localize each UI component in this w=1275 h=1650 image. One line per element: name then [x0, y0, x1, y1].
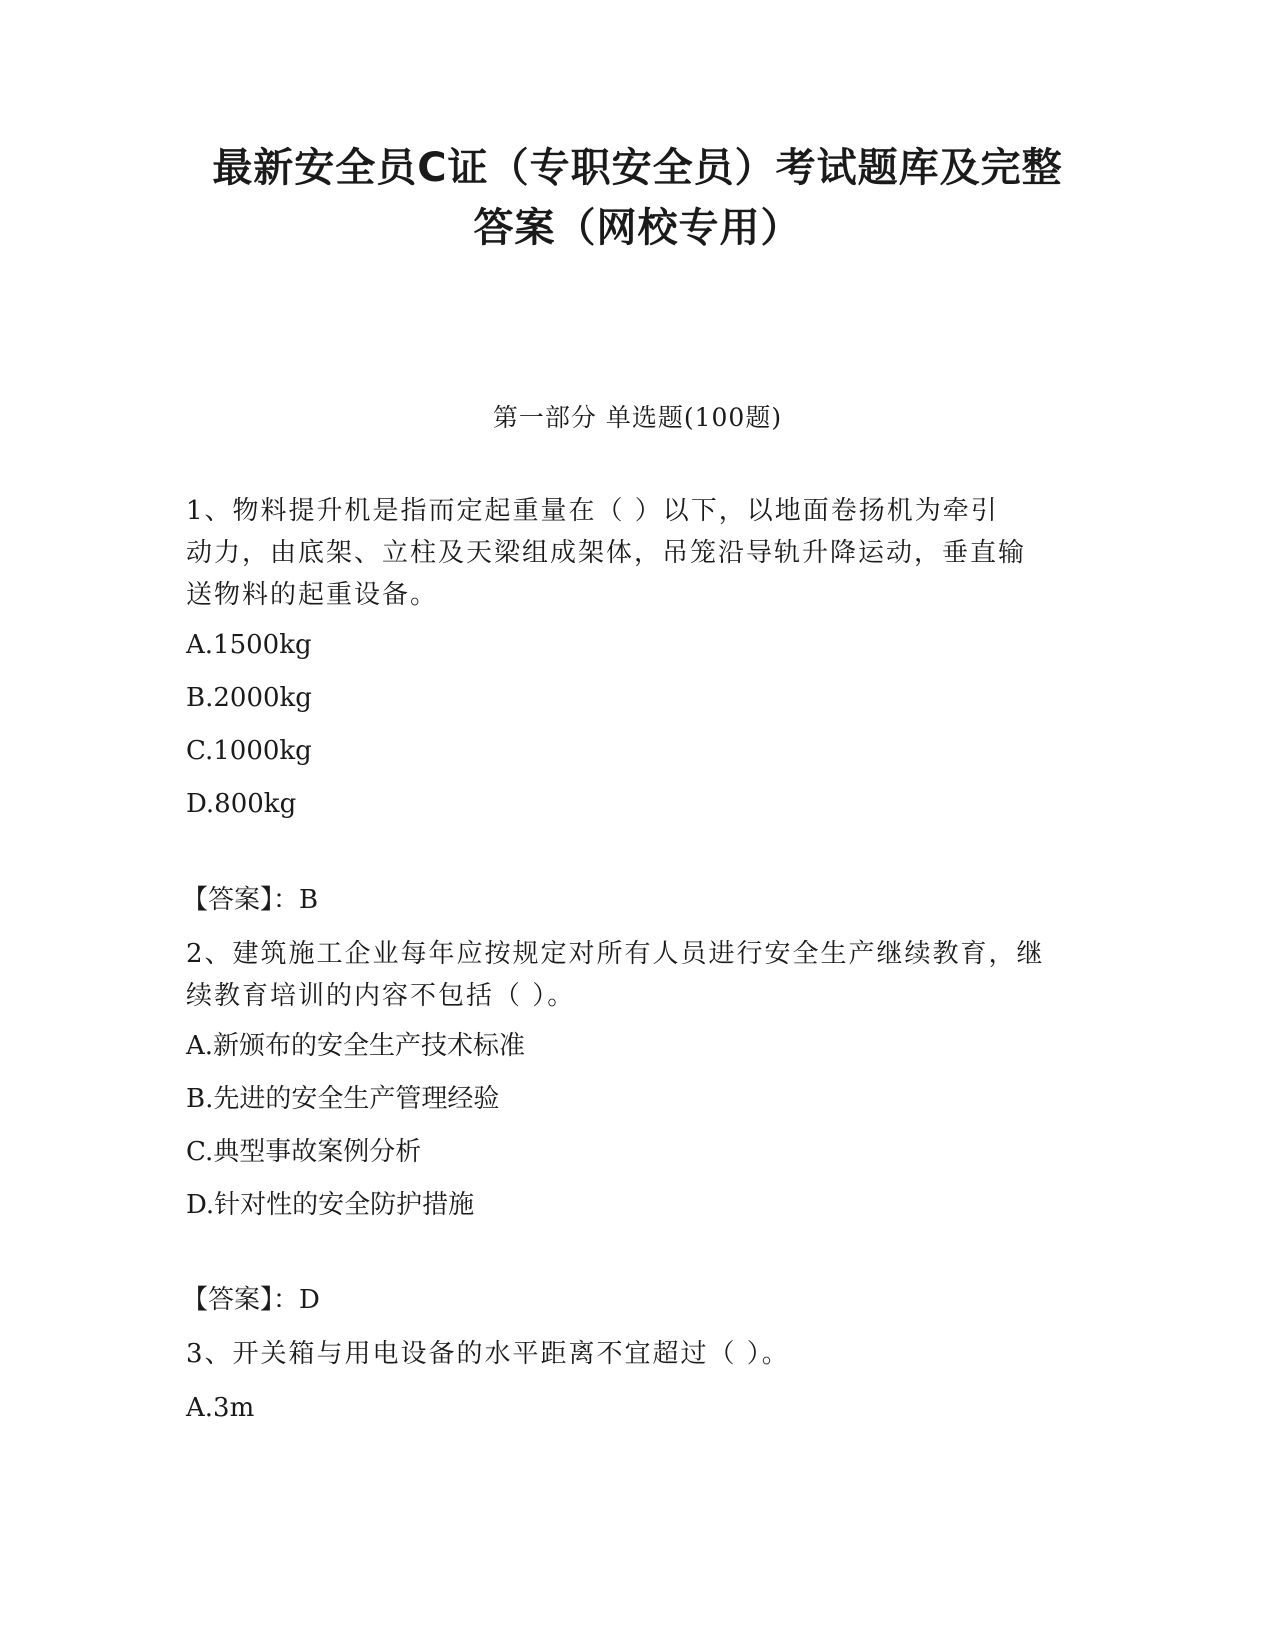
answer-option: D.针对性的安全防护措施	[186, 1190, 475, 1220]
question-text-line: 动力，由底架、立柱及天梁组成架体，吊笼沿导轨升降运动，垂直输	[186, 538, 1027, 568]
section-heading: 第一部分 单选题(100题)	[492, 403, 783, 432]
question-text	[186, 933, 1086, 1017]
answer-key: 【答案】：B	[182, 885, 319, 915]
answer-option: B.先进的安全生产管理经验	[186, 1084, 500, 1114]
question-text	[186, 1333, 1086, 1375]
answer-option: B.2000kg	[186, 683, 312, 713]
answer-key: 【答案】：D	[182, 1285, 320, 1315]
question-text-line: 1、物料提升机是指而定起重量在（ ）以下，以地面卷扬机为牵引	[186, 496, 999, 526]
answer-option: A.新颁布的安全生产技术标准	[186, 1031, 526, 1061]
question-text	[186, 490, 1086, 616]
answer-option: A.3m	[186, 1393, 255, 1423]
answer-option: A.1500kg	[186, 630, 312, 660]
question-text-line: 2、建筑施工企业每年应按规定对所有人员进行安全生产继续教育，继	[186, 939, 1045, 969]
answer-option: C.1000kg	[186, 736, 312, 766]
question-text-line: 送物料的起重设备。	[186, 580, 439, 610]
question-text-line: 续教育培训的内容不包括（ ）。	[186, 981, 576, 1011]
document-title-line: 最新安全员C证（专职安全员）考试题库及完整	[212, 145, 1063, 191]
document-title	[150, 138, 1125, 258]
answer-option: D.800kg	[186, 789, 297, 819]
document-title-line: 答案（网校专用）	[473, 205, 802, 251]
question-text-line: 3、开关箱与用电设备的水平距离不宜超过（ ）。	[186, 1339, 790, 1369]
answer-option: C.典型事故案例分析	[186, 1137, 422, 1167]
